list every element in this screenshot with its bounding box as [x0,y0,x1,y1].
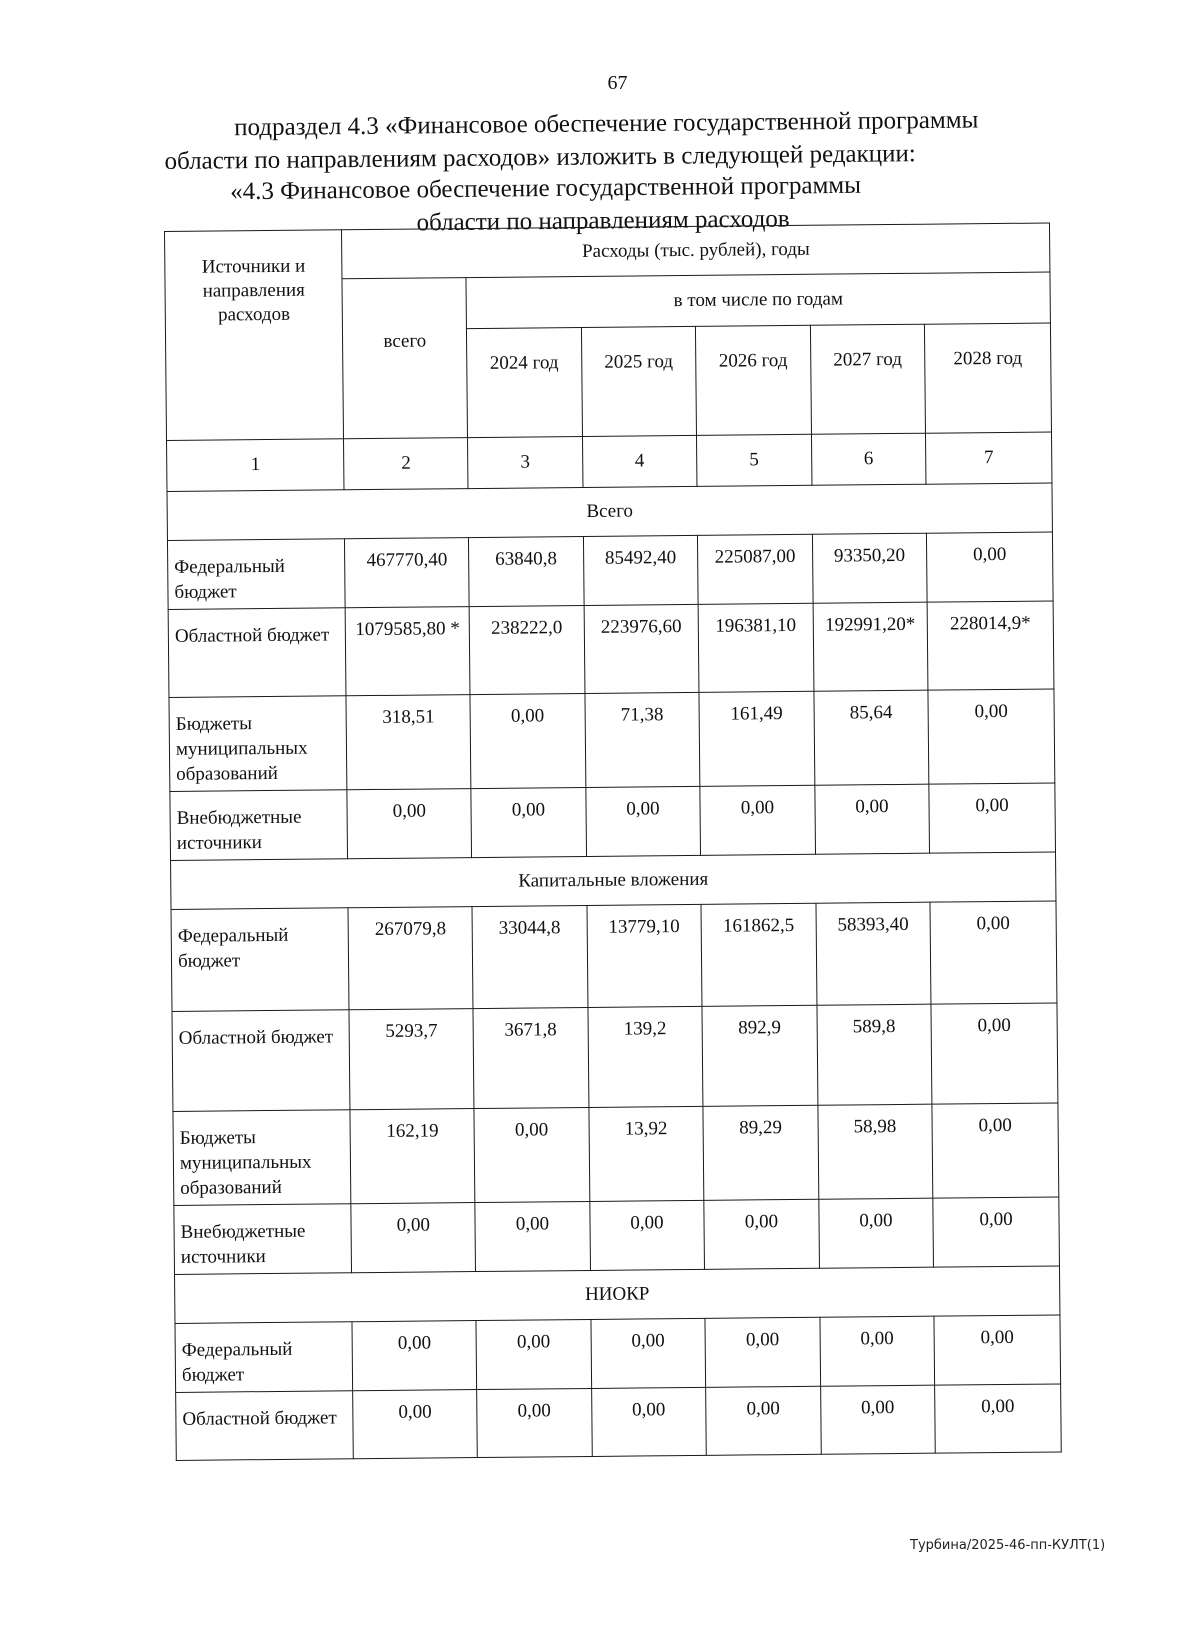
cell-2028: 0,00 [927,532,1054,602]
cell-total: 0,00 [353,1390,477,1459]
cell-2027: 85,64 [814,690,929,785]
cell-2027: 0,00 [820,1385,935,1454]
cell-2028: 0,00 [932,1103,1059,1198]
header-source: Источники и направления расходов [165,230,344,441]
cell-2028: 0,00 [928,689,1055,784]
cell-2025: 71,38 [585,692,700,787]
row-label: Бюджеты муниципальных образований [169,696,347,792]
cell-2026: 161,49 [699,691,814,786]
cell-2025: 13779,10 [587,904,702,1007]
cell-2028: 0,00 [931,1003,1058,1104]
page-number: 67 [607,72,628,94]
cell-2027: 0,00 [820,1316,935,1386]
cell-2025: 0,00 [591,1387,706,1456]
cell-2024: 33044,8 [472,905,587,1008]
cell-2024: 0,00 [477,1388,592,1457]
intro-line-2: области по направлениям расходов» изложить в следующей редакции: [164,140,916,175]
table-row [173,1103,1059,1205]
cell-2024: 0,00 [471,787,586,857]
cell-2024: 0,00 [474,1107,589,1202]
cell-2026: 196381,10 [698,603,813,692]
column-number: 5 [697,434,812,486]
section-title-total: Всего [167,483,1052,540]
header-year-2028: 2028 год [925,323,1052,433]
row-label: Внебюджетные источники [170,790,348,861]
cell-2028: 0,00 [930,901,1057,1004]
cell-2026: 892,9 [702,1005,817,1106]
section-title-rnd: НИОКР [175,1266,1060,1323]
heading-line-2: области по направлениям расходов [416,205,790,237]
section-header-row [171,852,1056,909]
cell-2025: 0,00 [589,1200,704,1270]
column-number: 4 [582,435,697,487]
header-year-2027: 2027 год [810,324,926,434]
cell-2025: 0,00 [586,786,701,856]
header-including-by-years: в том числе по годам [466,272,1050,329]
section-header-row [175,1266,1060,1323]
cell-2027: 0,00 [818,1198,933,1268]
cell-total: 267079,8 [348,907,473,1010]
intro-paragraph [164,103,1065,178]
row-label: Бюджеты муниципальных образований [173,1110,351,1206]
cell-total: 0,00 [347,789,471,859]
cell-total: 467770,40 [345,538,469,608]
financing-table [164,222,1062,1460]
cell-2024: 3671,8 [473,1007,588,1108]
cell-2027: 93350,20 [812,533,927,603]
cell-2028: 0,00 [933,1197,1060,1267]
section-title-capital: Капитальные вложения [171,852,1056,909]
cell-2024: 238222,0 [469,605,584,694]
table-row [172,1003,1058,1111]
table-row [176,1384,1062,1460]
row-label: Областной бюджет [168,608,346,698]
table-row [168,601,1054,697]
header-expenses: Расходы (тыс. рублей), годы [342,223,1050,279]
cell-2026: 0,00 [704,1199,819,1269]
row-label: Внебюджетные источники [174,1204,352,1275]
cell-2026: 0,00 [700,785,815,855]
header-year-2025: 2025 год [581,326,697,436]
cell-2027: 58393,40 [816,902,931,1005]
column-number: 3 [468,436,583,488]
table-header [165,223,1052,491]
table-row [167,532,1053,609]
table-row [169,689,1055,791]
row-label: Федеральный бюджет [167,539,345,610]
cell-2024: 0,00 [476,1319,591,1389]
table-row [175,1315,1061,1392]
header-year-2024: 2024 год [467,328,583,438]
cell-2026: 0,00 [705,1317,820,1387]
cell-2028: 0,00 [929,783,1056,853]
column-number: 2 [344,438,468,490]
cell-2026: 0,00 [706,1386,821,1455]
cell-total: 162,19 [350,1109,475,1204]
cell-2028: 228014,9* [927,601,1054,690]
cell-2026: 161862,5 [701,903,816,1006]
cell-total: 318,51 [346,695,471,790]
cell-total: 5293,7 [349,1009,474,1110]
cell-2027: 589,8 [817,1004,932,1105]
cell-2025: 0,00 [591,1318,706,1388]
column-number-row [167,432,1052,491]
row-label: Областной бюджет [176,1391,354,1461]
cell-total: 0,00 [352,1321,476,1391]
column-number: 7 [926,432,1052,484]
cell-2024: 0,00 [475,1201,590,1271]
document-code: Турбина/2025-46-пп-КУЛТ(1) [910,1538,1106,1553]
column-number: 1 [167,439,345,492]
cell-2027: 0,00 [814,784,929,854]
row-label: Федеральный бюджет [171,908,349,1012]
header-total: всего [342,278,467,439]
cell-2025: 139,2 [588,1006,703,1107]
cell-2026: 225087,00 [698,534,813,604]
cell-total: 1079585,80 * [346,607,471,696]
table-row [174,1197,1060,1274]
cell-2025: 85492,40 [583,535,698,605]
intro-line-1: подраздел 4.3 «Финансовое обеспечение государственной программы [234,106,979,142]
heading-line-1: «4.3 Финансовое обеспечение государственной программы [230,171,862,206]
cell-2026: 89,29 [703,1105,818,1200]
row-label: Областной бюджет [172,1010,350,1112]
cell-2027: 58,98 [818,1104,933,1199]
cell-2028: 0,00 [935,1384,1062,1453]
header-year-2026: 2026 год [696,325,812,435]
table-body [167,483,1061,1460]
section-header-row [167,483,1052,540]
cell-2027: 192991,20* [813,602,928,691]
cell-2024: 63840,8 [469,536,584,606]
table-row [170,783,1056,860]
row-label: Федеральный бюджет [175,1322,353,1393]
cell-2024: 0,00 [470,693,585,788]
cell-2025: 13,92 [589,1106,704,1201]
cell-total: 0,00 [351,1203,475,1273]
column-number: 6 [811,433,926,485]
cell-2025: 223976,60 [584,604,699,693]
financing-table-container [164,222,1062,1460]
table-row [171,901,1057,1011]
cell-2028: 0,00 [934,1315,1061,1385]
